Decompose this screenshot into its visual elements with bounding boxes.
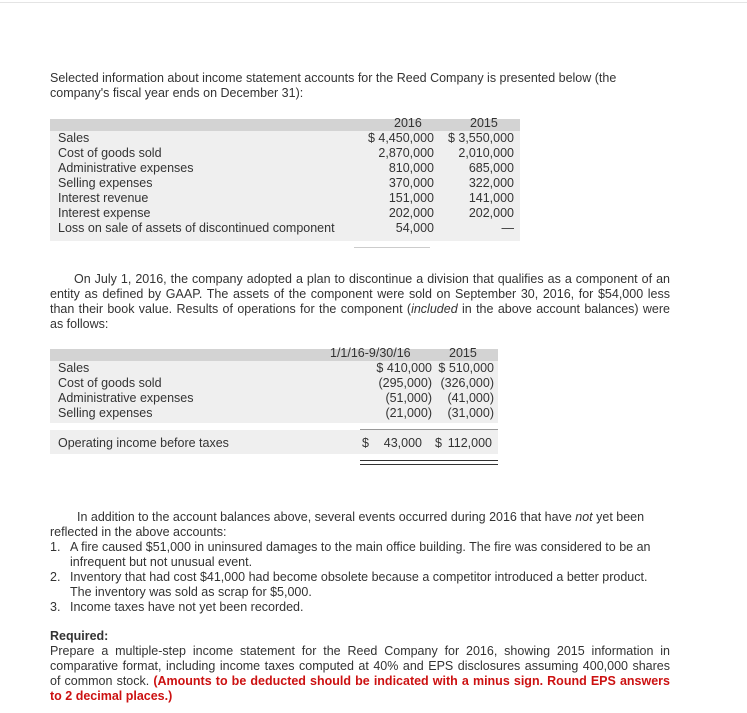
event-item <box>50 600 670 615</box>
table1-row-label: Interest revenue <box>58 191 149 205</box>
event-item <box>50 540 670 570</box>
table2-double-rule-1 <box>360 460 498 461</box>
table2-row-label: Administrative expenses <box>58 391 194 405</box>
top-divider <box>0 2 747 3</box>
required-text-block <box>50 644 670 704</box>
table1-value-2016: 2,870,000 <box>378 146 434 160</box>
para3-italic: not <box>575 510 593 524</box>
table1-value-2015: — <box>501 221 514 235</box>
event-text: Inventory that had cost $41,000 had become obsolete because a competitor introduced a better product. The inventory was sold as scrap for $5,000. <box>70 570 648 599</box>
table2-col-header-period: 1/1/16-9/30/16 <box>330 346 411 360</box>
table2-double-rule-2 <box>360 464 498 465</box>
table1-col-header-2015: 2015 <box>470 116 498 130</box>
table2-total-label: Operating income before taxes <box>58 436 229 450</box>
required-title: Required: <box>50 629 109 643</box>
table1-value-2015: 202,000 <box>468 206 514 220</box>
table2-total-a-sign: $ <box>362 436 369 450</box>
table2-value-2015: $ 510,000 <box>438 361 494 375</box>
event-number: 2. <box>50 570 61 584</box>
table1-rule <box>354 247 430 248</box>
para3-text-1: In addition to the account balances above, several events occurred during 2016 that have <box>77 510 576 524</box>
events-intro-paragraph <box>50 510 670 540</box>
table2-subtotal-rule <box>360 429 498 430</box>
table1-value-2016: 810,000 <box>388 161 434 175</box>
table1-col-header-2016: 2016 <box>394 116 422 130</box>
discontinued-paragraph <box>50 272 670 332</box>
table1-row-label: Administrative expenses <box>58 161 194 175</box>
table2-value-2015: (326,000) <box>440 376 494 390</box>
table1-value-2016: 151,000 <box>388 191 434 205</box>
table1-value-2016: 370,000 <box>388 176 434 190</box>
table1-row-label: Interest expense <box>58 206 151 220</box>
table1-value-2016: 54,000 <box>395 221 434 235</box>
table1-header-bar <box>50 119 520 131</box>
table1-value-2015: 322,000 <box>468 176 514 190</box>
table2-value-period: (295,000) <box>378 376 432 390</box>
event-number: 1. <box>50 540 61 554</box>
table1-value-2015: 2,010,000 <box>458 146 514 160</box>
table1-value-2016: $ 4,450,000 <box>367 131 434 145</box>
events-list <box>50 540 670 615</box>
para2-italic: included <box>411 302 458 316</box>
event-text: A fire caused $51,000 in uninsured damages to the main office building. The fire was considered to be an infrequent but not unusual event. <box>70 540 651 569</box>
table2-value-2015: (31,000) <box>447 406 494 420</box>
table2-total-b: 112,000 <box>447 436 492 450</box>
table1-value-2015: $ 3,550,000 <box>447 131 514 145</box>
table2-value-period: $ 410,000 <box>376 361 432 375</box>
table2-row-label: Sales <box>58 361 90 375</box>
event-item <box>50 570 670 600</box>
table1-row-label: Cost of goods sold <box>58 146 162 160</box>
table2-col-header-2015: 2015 <box>449 346 477 360</box>
table1-value-2015: 141,000 <box>468 191 514 205</box>
table2-value-2015: (41,000) <box>447 391 494 405</box>
table2-header-bar <box>50 349 498 361</box>
table2-row-label: Selling expenses <box>58 406 153 420</box>
intro-paragraph: Selected information about income statement accounts for the Reed Company is presented below (the company's fiscal year ends on December 31): <box>50 71 617 100</box>
para2-text-2: in the above account balances) were as follows: <box>50 302 670 331</box>
table2-row-label: Cost of goods sold <box>58 376 162 390</box>
table2-total-b-sign: $ <box>435 436 442 450</box>
table1-value-2016: 202,000 <box>388 206 434 220</box>
required-text: Prepare a multiple-step income statement for the Reed Company for 2016, showing 2015 information in comparative format, including income taxes computed at 40% and EPS disclosures assuming 400,000 shares of common stock. <box>50 644 670 688</box>
table2-total-a: 43,000 <box>383 436 422 450</box>
para3-text-2: yet been reflected in the above accounts: <box>50 510 645 539</box>
event-text: Income taxes have not yet been recorded. <box>70 600 304 614</box>
event-number: 3. <box>50 600 61 614</box>
table2-value-period: (21,000) <box>385 406 432 420</box>
required-section <box>50 629 670 704</box>
table1-row-label: Selling expenses <box>58 176 153 190</box>
table2-value-period: (51,000) <box>385 391 432 405</box>
table1-row-label: Loss on sale of assets of discontinued component <box>58 221 335 235</box>
required-instruction: (Amounts to be deducted should be indicated with a minus sign. Round EPS answers to 2 decimal places.) <box>50 674 670 703</box>
table1-value-2015: 685,000 <box>468 161 514 175</box>
table1-row-label: Sales <box>58 131 90 145</box>
para2-text-1: On July 1, 2016, the company adopted a plan to discontinue a division that qualifies as a component of an entity as defined by GAAP. The assets of the component were sold on September 30, 2016, for $54,000 less than their book value. Results of operations for the component ( <box>50 272 670 316</box>
